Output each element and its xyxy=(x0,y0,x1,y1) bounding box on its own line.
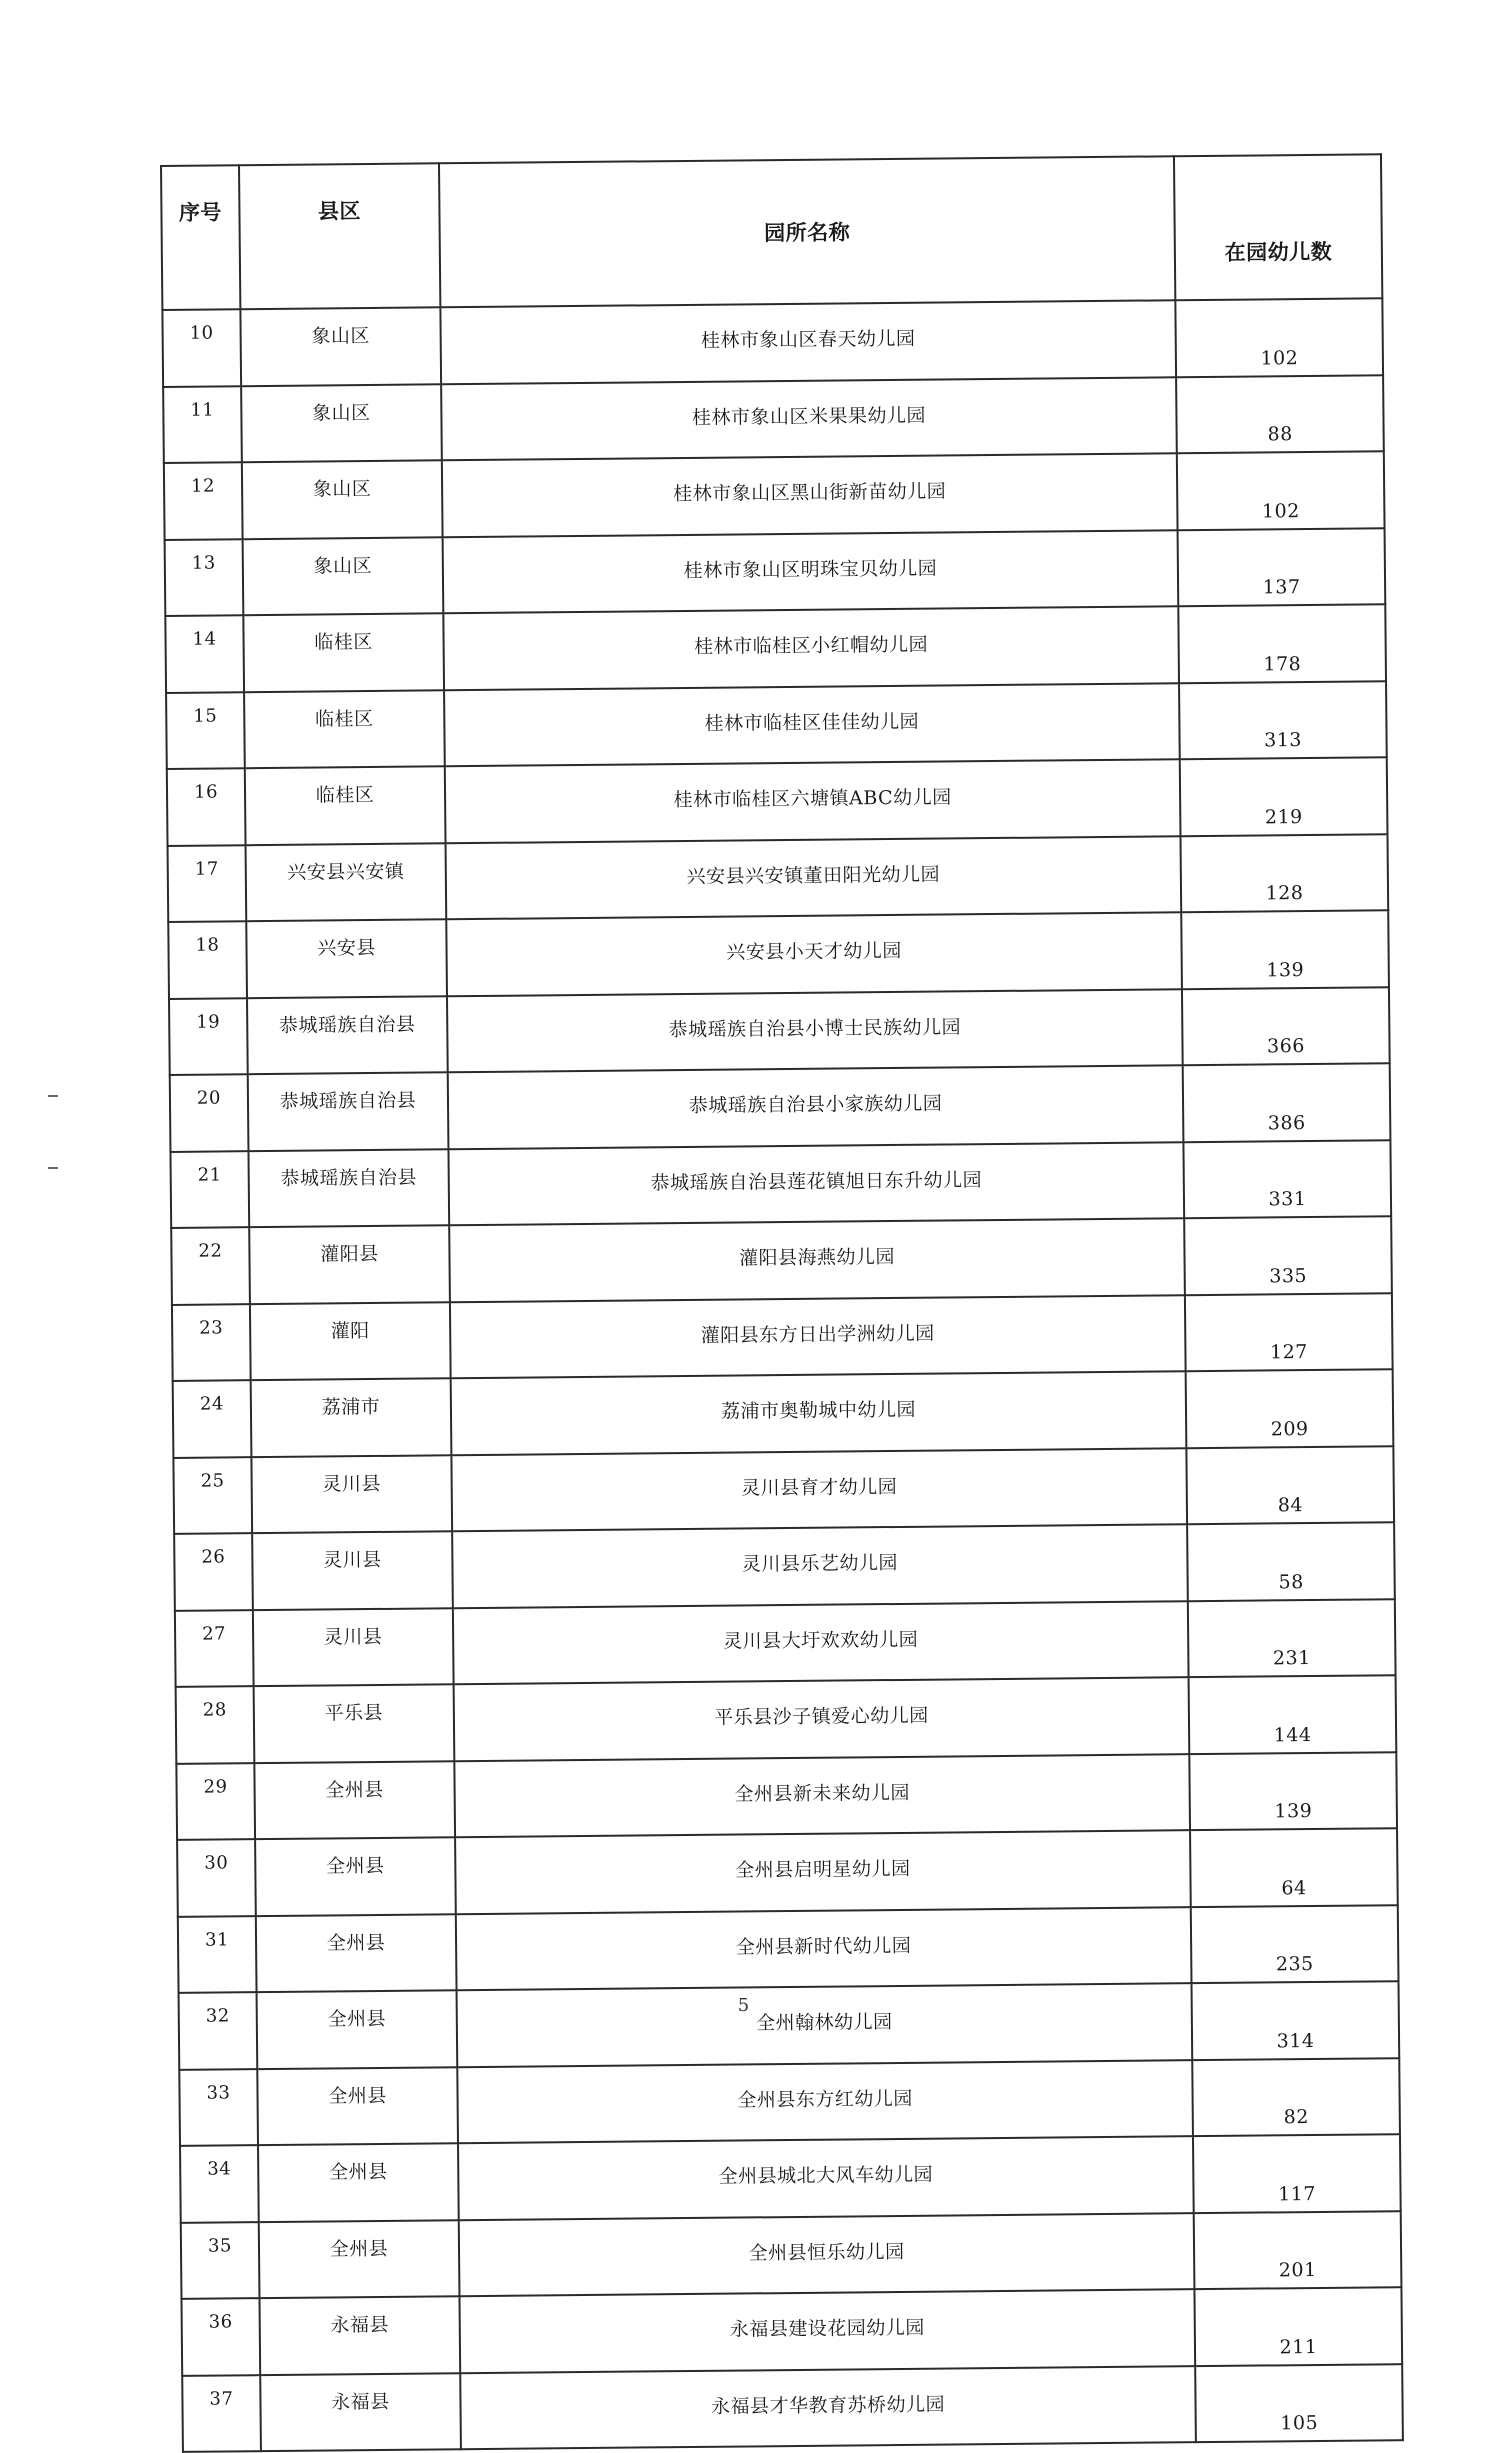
table-row xyxy=(182,2364,1403,2452)
table-row xyxy=(170,1063,1391,1151)
cell-kindergarten-name: 恭城瑶族自治县小家族幼儿园 xyxy=(448,1065,1184,1149)
table-row xyxy=(168,834,1389,922)
cell-county: 临桂区 xyxy=(245,766,446,844)
cell-county: 全州县 xyxy=(257,2067,458,2145)
cell-enrollment-count: 201 xyxy=(1194,2211,1402,2289)
cell-index: 35 xyxy=(181,2222,260,2299)
cell-kindergarten-name: 灵川县大圩欢欢幼儿园 xyxy=(453,1601,1189,1685)
kindergarten-table-wrapper xyxy=(160,153,1402,2453)
cell-enrollment-count: 219 xyxy=(1180,757,1388,835)
table-row xyxy=(173,1446,1394,1534)
cell-index: 24 xyxy=(173,1380,252,1457)
cell-enrollment-count: 137 xyxy=(1178,528,1386,606)
cell-enrollment-count: 128 xyxy=(1180,834,1388,912)
cell-county: 全州县 xyxy=(257,1990,458,2068)
cell-kindergarten-name: 灌阳县东方日出学洲幼儿园 xyxy=(450,1295,1186,1379)
cell-index: 12 xyxy=(164,462,243,539)
cell-index: 15 xyxy=(166,692,245,769)
cell-county: 象山区 xyxy=(243,537,444,615)
margin-mark xyxy=(48,1095,58,1097)
cell-county: 恭城瑶族自治县 xyxy=(248,1072,449,1150)
table-row xyxy=(168,910,1389,998)
cell-enrollment-count: 127 xyxy=(1185,1293,1393,1371)
table-row xyxy=(178,1905,1399,1993)
cell-enrollment-count: 64 xyxy=(1190,1828,1398,1906)
cell-index: 25 xyxy=(173,1457,252,1534)
header-row xyxy=(161,154,1382,310)
cell-kindergarten-name: 桂林市临桂区六塘镇ABC幼儿园 xyxy=(445,759,1181,843)
table-row xyxy=(175,1599,1396,1687)
cell-county: 恭城瑶族自治县 xyxy=(248,1149,449,1227)
table-body xyxy=(162,298,1403,2452)
cell-county: 平乐县 xyxy=(254,1684,455,1762)
margin-mark xyxy=(48,1167,58,1169)
table-row xyxy=(173,1369,1394,1457)
cell-index: 36 xyxy=(181,2298,260,2375)
cell-county: 灵川县 xyxy=(252,1531,453,1609)
table-row xyxy=(171,1216,1392,1304)
cell-index: 22 xyxy=(171,1227,250,1304)
cell-enrollment-count: 335 xyxy=(1184,1216,1392,1294)
cell-kindergarten-name: 全州县新时代幼儿园 xyxy=(456,1907,1192,1991)
cell-enrollment-count: 102 xyxy=(1177,451,1385,529)
cell-county: 兴安县兴安镇 xyxy=(246,843,447,921)
cell-county: 恭城瑶族自治县 xyxy=(247,996,448,1074)
cell-enrollment-count: 139 xyxy=(1189,1752,1397,1830)
cell-kindergarten-name: 恭城瑶族自治县莲花镇旭日东升幼儿园 xyxy=(448,1142,1184,1226)
cell-index: 34 xyxy=(180,2145,259,2222)
cell-enrollment-count: 231 xyxy=(1188,1599,1396,1677)
cell-county: 临桂区 xyxy=(243,613,444,691)
cell-index: 33 xyxy=(179,2069,258,2146)
cell-index: 30 xyxy=(177,1839,256,1916)
cell-kindergarten-name: 桂林市象山区春天幼儿园 xyxy=(440,300,1176,384)
cell-kindergarten-name: 桂林市临桂区小红帽幼儿园 xyxy=(443,606,1179,690)
cell-kindergarten-name: 桂林市象山区米果果幼儿园 xyxy=(441,377,1177,461)
cell-county: 全州县 xyxy=(256,1914,457,1992)
cell-county: 全州县 xyxy=(258,2143,459,2221)
cell-kindergarten-name: 全州县东方红幼儿园 xyxy=(457,2060,1193,2144)
cell-kindergarten-name: 恭城瑶族自治县小博士民族幼儿园 xyxy=(447,989,1183,1073)
table-row xyxy=(163,375,1384,463)
cell-enrollment-count: 313 xyxy=(1179,681,1387,759)
cell-index: 13 xyxy=(165,539,244,616)
cell-kindergarten-name: 兴安县兴安镇董田阳光幼儿园 xyxy=(446,836,1182,920)
cell-kindergarten-name: 平乐县沙子镇爱心幼儿园 xyxy=(454,1677,1190,1761)
cell-kindergarten-name: 全州翰林幼儿园 xyxy=(457,1983,1193,2067)
cell-kindergarten-name: 桂林市象山区明珠宝贝幼儿园 xyxy=(443,530,1179,614)
table-row xyxy=(174,1522,1395,1610)
table-row xyxy=(165,604,1386,692)
cell-county: 象山区 xyxy=(241,384,442,462)
cell-county: 全州县 xyxy=(259,2220,460,2298)
cell-index: 23 xyxy=(172,1304,251,1381)
cell-enrollment-count: 105 xyxy=(1195,2364,1403,2442)
table-row xyxy=(172,1293,1393,1381)
table-row xyxy=(169,987,1390,1075)
cell-kindergarten-name: 永福县建设花园幼儿园 xyxy=(459,2289,1195,2373)
table-row xyxy=(162,298,1383,386)
table-row xyxy=(176,1675,1397,1763)
header-name: 园所名称 xyxy=(439,156,1175,307)
cell-index: 10 xyxy=(162,309,241,386)
cell-index: 26 xyxy=(174,1533,253,1610)
cell-kindergarten-name: 兴安县小天才幼儿园 xyxy=(446,912,1182,996)
cell-enrollment-count: 209 xyxy=(1186,1369,1394,1447)
cell-index: 31 xyxy=(178,1916,257,1993)
cell-kindergarten-name: 全州县恒乐幼儿园 xyxy=(459,2213,1195,2297)
cell-index: 28 xyxy=(176,1686,255,1763)
cell-index: 27 xyxy=(175,1610,254,1687)
table-row xyxy=(181,2211,1402,2299)
table-row xyxy=(164,451,1385,539)
cell-enrollment-count: 144 xyxy=(1189,1675,1397,1753)
cell-county: 荔浦市 xyxy=(251,1378,452,1456)
table-row xyxy=(180,2134,1401,2222)
cell-kindergarten-name: 永福县才华教育苏桥幼儿园 xyxy=(460,2366,1196,2450)
cell-enrollment-count: 178 xyxy=(1178,604,1386,682)
cell-county: 象山区 xyxy=(242,460,443,538)
cell-enrollment-count: 314 xyxy=(1192,1981,1400,2059)
cell-enrollment-count: 88 xyxy=(1176,375,1384,453)
cell-enrollment-count: 211 xyxy=(1194,2287,1402,2365)
cell-index: 11 xyxy=(163,386,242,463)
cell-index: 17 xyxy=(168,845,247,922)
cell-enrollment-count: 82 xyxy=(1192,2058,1400,2136)
cell-enrollment-count: 102 xyxy=(1175,298,1383,376)
cell-index: 29 xyxy=(176,1763,255,1840)
header-county: 县区 xyxy=(239,163,440,309)
cell-kindergarten-name: 荔浦市奥勒城中幼儿园 xyxy=(451,1371,1187,1455)
cell-enrollment-count: 386 xyxy=(1183,1063,1391,1141)
table-row xyxy=(181,2287,1402,2375)
cell-index: 14 xyxy=(165,615,244,692)
cell-enrollment-count: 58 xyxy=(1187,1522,1395,1600)
cell-enrollment-count: 139 xyxy=(1181,910,1389,988)
table-row xyxy=(176,1752,1397,1840)
cell-kindergarten-name: 桂林市象山区黑山街新苗幼儿园 xyxy=(442,453,1178,537)
table-row xyxy=(165,528,1386,616)
cell-kindergarten-name: 桂林市临桂区佳佳幼儿园 xyxy=(444,683,1180,767)
cell-county: 永福县 xyxy=(260,2373,461,2451)
cell-county: 兴安县 xyxy=(246,919,447,997)
cell-enrollment-count: 117 xyxy=(1193,2134,1401,2212)
table-row xyxy=(167,757,1388,845)
table-row xyxy=(170,1140,1391,1228)
table-header xyxy=(161,154,1382,310)
cell-county: 灌阳县 xyxy=(249,1225,450,1303)
cell-enrollment-count: 366 xyxy=(1182,987,1390,1065)
cell-county: 灵川县 xyxy=(251,1455,452,1533)
cell-kindergarten-name: 灵川县育才幼儿园 xyxy=(451,1448,1187,1532)
cell-kindergarten-name: 全州县启明星幼儿园 xyxy=(455,1830,1191,1914)
cell-index: 20 xyxy=(170,1074,249,1151)
cell-enrollment-count: 84 xyxy=(1186,1446,1394,1524)
table-row xyxy=(177,1828,1398,1916)
cell-index: 37 xyxy=(182,2375,261,2452)
cell-county: 全州县 xyxy=(254,1761,455,1839)
cell-county: 象山区 xyxy=(240,307,441,385)
kindergarten-table xyxy=(160,153,1404,2453)
cell-county: 灌阳 xyxy=(250,1302,451,1380)
cell-county: 临桂区 xyxy=(244,690,445,768)
cell-index: 32 xyxy=(179,1992,258,2069)
cell-kindergarten-name: 全州县新未来幼儿园 xyxy=(454,1754,1190,1838)
cell-kindergarten-name: 灌阳县海燕幼儿园 xyxy=(449,1218,1185,1302)
cell-index: 19 xyxy=(169,998,248,1075)
cell-index: 21 xyxy=(170,1151,249,1228)
cell-county: 全州县 xyxy=(255,1837,456,1915)
cell-county: 永福县 xyxy=(259,2296,460,2374)
cell-enrollment-count: 235 xyxy=(1191,1905,1399,1983)
header-index: 序号 xyxy=(161,165,240,310)
table-row xyxy=(166,681,1387,769)
cell-index: 18 xyxy=(168,921,247,998)
cell-county: 灵川县 xyxy=(253,1608,454,1686)
header-count: 在园幼儿数 xyxy=(1174,154,1382,300)
cell-enrollment-count: 331 xyxy=(1183,1140,1391,1218)
cell-kindergarten-name: 全州县城北大风车幼儿园 xyxy=(458,2136,1194,2220)
cell-index: 16 xyxy=(167,768,246,845)
page-number: 5 xyxy=(737,1995,750,2016)
cell-kindergarten-name: 灵川县乐艺幼儿园 xyxy=(452,1524,1188,1608)
